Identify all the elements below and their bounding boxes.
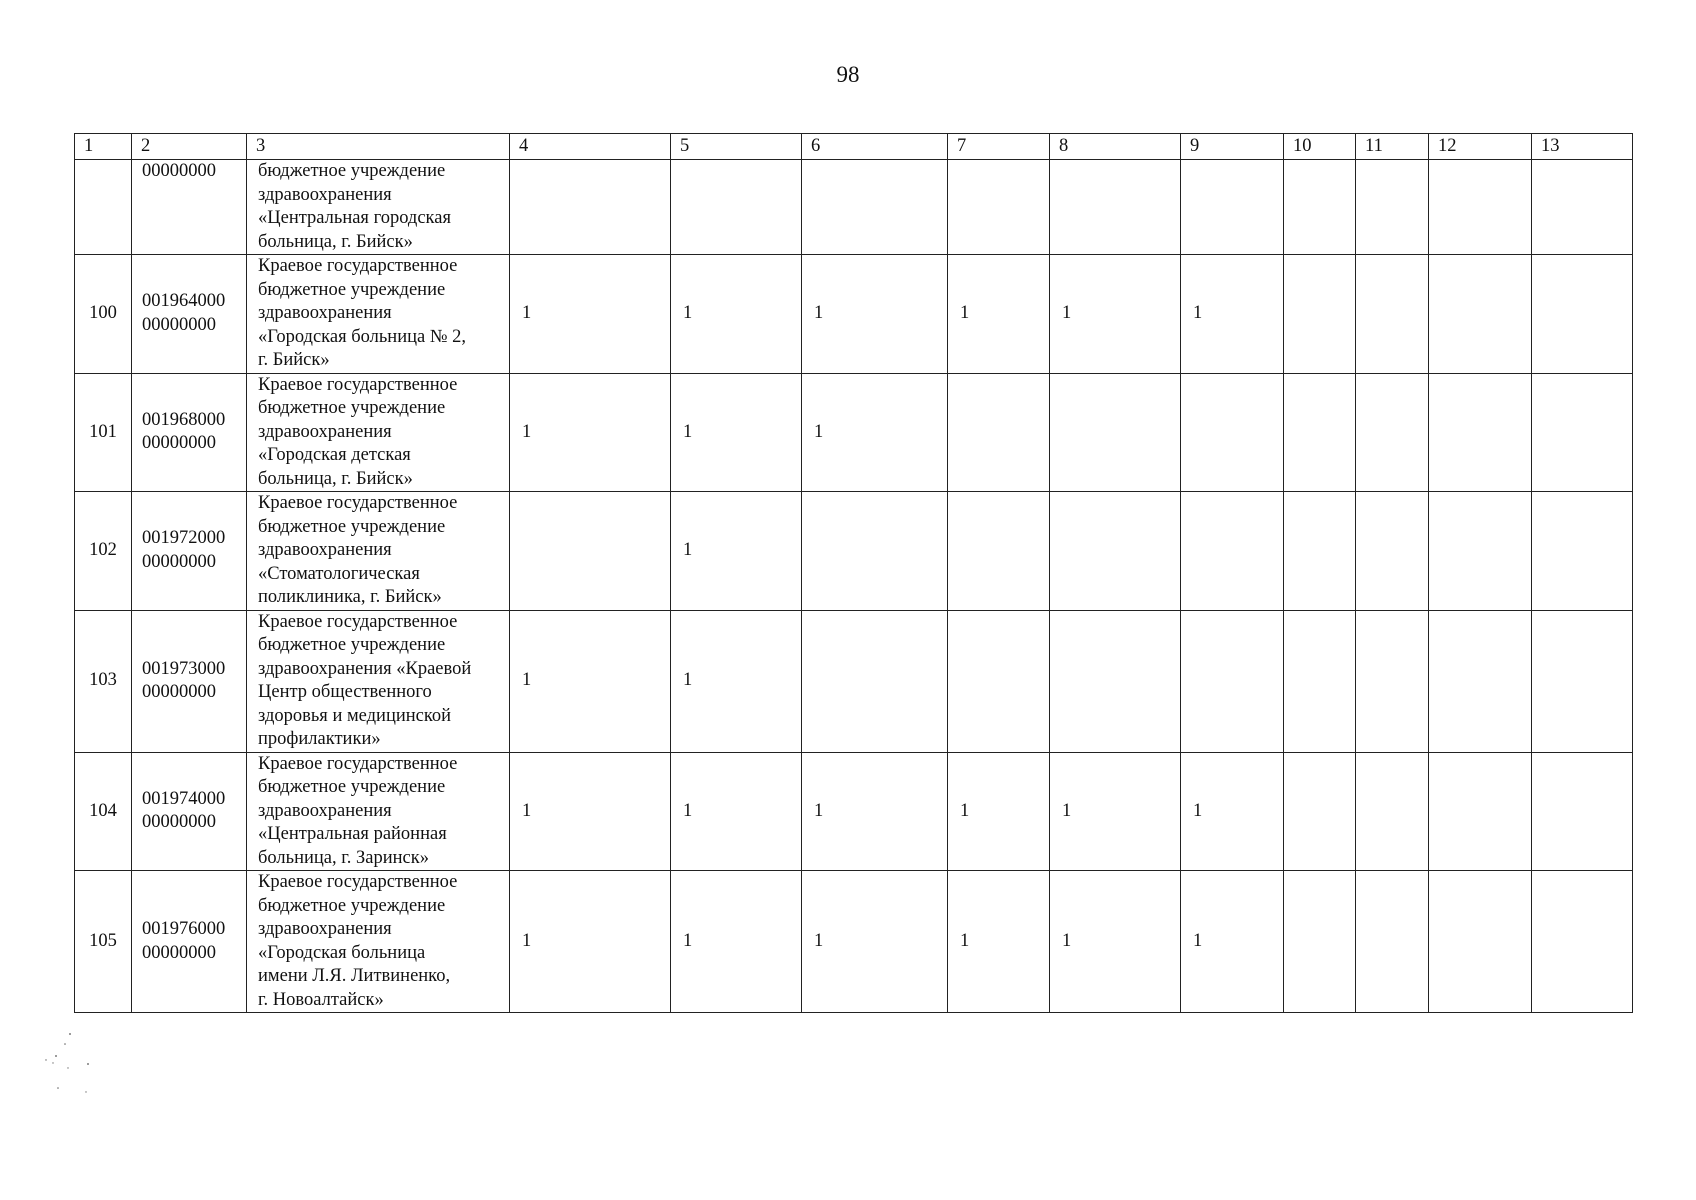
value-cell-col-8: 1 xyxy=(1050,871,1181,1013)
value-cell-col-11 xyxy=(1356,492,1429,611)
registry-code xyxy=(132,373,247,492)
value-cell-col-9 xyxy=(1181,610,1284,752)
institution-name-line: здравоохранения «Краевой xyxy=(258,658,472,679)
institution-name-line: бюджетное учреждение xyxy=(258,398,446,418)
header-cell-9: 9 xyxy=(1181,134,1284,160)
header-cell-4: 4 xyxy=(510,134,671,160)
value-cell-col-13 xyxy=(1532,255,1633,374)
header-cell-3: 3 xyxy=(247,134,510,160)
value-cell-col-8: 1 xyxy=(1050,255,1181,374)
institution-name-line: здравоохранения xyxy=(258,800,392,821)
institution-name-line: бюджетное учреждение xyxy=(258,279,446,300)
registry-code-line: 00000000 xyxy=(142,314,216,335)
value-cell-col-13 xyxy=(1532,610,1633,752)
value-cell-col-5 xyxy=(671,160,802,255)
institution-name xyxy=(247,160,510,255)
value-cell-col-4 xyxy=(510,160,671,255)
table-row xyxy=(75,373,1633,492)
value-cell-col-9: 1 xyxy=(1181,255,1284,374)
institution-name-line: больница, г. Бийск» xyxy=(258,231,413,252)
institution-name-line: больница, г. Заринск» xyxy=(258,847,429,868)
value-cell-col-9: 1 xyxy=(1181,871,1284,1013)
page-number: 98 xyxy=(836,62,860,87)
institution-name-line: Краевое государственное xyxy=(258,374,458,395)
registry-code xyxy=(132,160,247,255)
registry-code xyxy=(132,492,247,611)
registry-code xyxy=(132,610,247,752)
value-cell-col-6: 1 xyxy=(802,373,948,492)
value-cell-col-13 xyxy=(1532,160,1633,255)
institution-name-line: г. Новоалтайск» xyxy=(258,989,384,1010)
value-cell-col-13 xyxy=(1532,752,1633,871)
header-cell-13: 13 xyxy=(1532,134,1633,160)
table-row xyxy=(75,610,1633,752)
value-cell-col-8 xyxy=(1050,160,1181,255)
registry-code-line: 001968000 xyxy=(142,409,226,430)
value-cell-col-10 xyxy=(1284,871,1356,1013)
value-cell-col-12 xyxy=(1429,160,1532,255)
value-cell-col-9 xyxy=(1181,492,1284,611)
value-cell-col-10 xyxy=(1284,492,1356,611)
header-cell-6: 6 xyxy=(802,134,948,160)
institution-name-line: бюджетное учреждение xyxy=(258,516,446,537)
institution-name-line: больница, г. Бийск» xyxy=(258,468,413,489)
value-cell-col-12 xyxy=(1429,752,1532,871)
value-cell-col-4: 1 xyxy=(510,610,671,752)
value-cell-col-11 xyxy=(1356,160,1429,255)
value-cell-col-11 xyxy=(1356,871,1429,1013)
registry-code-line: 00000000 xyxy=(142,433,216,454)
row-number: 100 xyxy=(75,255,132,374)
value-cell-col-6 xyxy=(802,160,948,255)
institution-name-line: поликлиника, г. Бийск» xyxy=(258,587,442,607)
value-cell-col-5: 1 xyxy=(671,610,802,752)
institution-name-line: «Центральная районная xyxy=(258,824,447,844)
institution-name-line: «Городская больница № 2, xyxy=(258,326,466,347)
table-row xyxy=(75,871,1633,1013)
institution-name-line: Краевое государственное xyxy=(258,256,458,276)
institution-name xyxy=(247,610,510,752)
value-cell-col-11 xyxy=(1356,255,1429,374)
header-cell-10: 10 xyxy=(1284,134,1356,160)
value-cell-col-4: 1 xyxy=(510,752,671,871)
registry-code xyxy=(132,752,247,871)
institution-name-line: г. Бийск» xyxy=(258,350,330,370)
institution-name-line: бюджетное учреждение xyxy=(258,161,446,181)
table-row xyxy=(75,492,1633,611)
institution-name-line: здоровья и медицинской xyxy=(258,705,452,726)
row-number xyxy=(75,160,132,255)
row-number: 101 xyxy=(75,373,132,492)
institution-name xyxy=(247,492,510,611)
registry-code xyxy=(132,255,247,374)
table-row xyxy=(75,752,1633,871)
value-cell-col-5: 1 xyxy=(671,752,802,871)
registry-code xyxy=(132,871,247,1013)
header-cell-5: 5 xyxy=(671,134,802,160)
row-number: 102 xyxy=(75,492,132,611)
value-cell-col-10 xyxy=(1284,373,1356,492)
value-cell-col-10 xyxy=(1284,752,1356,871)
value-cell-col-10 xyxy=(1284,160,1356,255)
value-cell-col-5: 1 xyxy=(671,373,802,492)
institution-name-line: бюджетное учреждение xyxy=(258,895,446,916)
header-cell-8: 8 xyxy=(1050,134,1181,160)
institution-name-line: «Городская детская xyxy=(258,445,411,465)
institution-name xyxy=(247,871,510,1013)
scan-specks xyxy=(40,1030,100,1100)
value-cell-col-8: 1 xyxy=(1050,752,1181,871)
row-number: 104 xyxy=(75,752,132,871)
row-number: 105 xyxy=(75,871,132,1013)
value-cell-col-7 xyxy=(948,610,1050,752)
value-cell-col-6: 1 xyxy=(802,752,948,871)
value-cell-col-13 xyxy=(1532,492,1633,611)
header-cell-12: 12 xyxy=(1429,134,1532,160)
value-cell-col-11 xyxy=(1356,752,1429,871)
value-cell-col-12 xyxy=(1429,492,1532,611)
value-cell-col-9 xyxy=(1181,160,1284,255)
institution-name-line: здравоохранения xyxy=(258,303,392,323)
value-cell-col-4: 1 xyxy=(510,373,671,492)
value-cell-col-5: 1 xyxy=(671,871,802,1013)
institution-name xyxy=(247,255,510,374)
value-cell-col-7 xyxy=(948,492,1050,611)
institution-name-line: Краевое государственное xyxy=(258,872,458,892)
value-cell-col-11 xyxy=(1356,373,1429,492)
value-cell-col-7 xyxy=(948,160,1050,255)
value-cell-col-4 xyxy=(510,492,671,611)
registry-code-line: 00000000 xyxy=(142,942,216,963)
registry-code-line: 001976000 xyxy=(142,919,226,939)
institution-name-line: «Центральная городская xyxy=(258,208,451,228)
registry-code-line: 001974000 xyxy=(142,788,226,809)
institution-name xyxy=(247,373,510,492)
table-header-row xyxy=(75,134,1633,160)
table-row xyxy=(75,255,1633,374)
institution-name-line: здравоохранения xyxy=(258,421,392,442)
institution-name xyxy=(247,752,510,871)
registry-code-line: 00000000 xyxy=(142,161,216,181)
value-cell-col-12 xyxy=(1429,255,1532,374)
value-cell-col-6 xyxy=(802,492,948,611)
institution-name-line: Краевое государственное xyxy=(258,753,458,774)
value-cell-col-8 xyxy=(1050,373,1181,492)
value-cell-col-12 xyxy=(1429,610,1532,752)
value-cell-col-12 xyxy=(1429,373,1532,492)
value-cell-col-13 xyxy=(1532,871,1633,1013)
institution-name-line: «Городская больница xyxy=(258,942,426,963)
institution-name-line: здравоохранения xyxy=(258,919,392,939)
value-cell-col-6: 1 xyxy=(802,255,948,374)
institution-name-line: имени Л.Я. Литвиненко, xyxy=(258,966,451,986)
institution-name-line: Краевое государственное xyxy=(258,493,458,513)
value-cell-col-4: 1 xyxy=(510,871,671,1013)
value-cell-col-7: 1 xyxy=(948,871,1050,1013)
value-cell-col-13 xyxy=(1532,373,1633,492)
registry-code-line: 00000000 xyxy=(142,551,216,572)
institution-name-line: Центр общественного xyxy=(258,682,432,702)
value-cell-col-9 xyxy=(1181,373,1284,492)
institution-name-line: бюджетное учреждение xyxy=(258,777,446,797)
institution-name-line: бюджетное учреждение xyxy=(258,635,446,655)
registry-code-line: 00000000 xyxy=(142,812,216,833)
registry-code-line: 001964000 xyxy=(142,291,226,312)
value-cell-col-5: 1 xyxy=(671,492,802,611)
value-cell-col-8 xyxy=(1050,492,1181,611)
header-cell-2: 2 xyxy=(132,134,247,160)
value-cell-col-7 xyxy=(948,373,1050,492)
header-cell-1: 1 xyxy=(75,134,132,160)
registry-code-line: 001973000 xyxy=(142,658,226,679)
value-cell-col-9: 1 xyxy=(1181,752,1284,871)
value-cell-col-4: 1 xyxy=(510,255,671,374)
value-cell-col-12 xyxy=(1429,871,1532,1013)
data-table xyxy=(74,133,1633,1013)
value-cell-col-10 xyxy=(1284,255,1356,374)
value-cell-col-10 xyxy=(1284,610,1356,752)
value-cell-col-8 xyxy=(1050,610,1181,752)
header-cell-7: 7 xyxy=(948,134,1050,160)
value-cell-col-6: 1 xyxy=(802,871,948,1013)
institution-name-line: профилактики» xyxy=(258,729,381,749)
header-cell-11: 11 xyxy=(1356,134,1429,160)
table-row-continued xyxy=(75,160,1633,255)
institution-name-line: здравоохранения xyxy=(258,184,392,205)
value-cell-col-7: 1 xyxy=(948,752,1050,871)
value-cell-col-11 xyxy=(1356,610,1429,752)
value-cell-col-5: 1 xyxy=(671,255,802,374)
registry-code-line: 00000000 xyxy=(142,682,216,702)
value-cell-col-6 xyxy=(802,610,948,752)
value-cell-col-7: 1 xyxy=(948,255,1050,374)
institution-name-line: Краевое государственное xyxy=(258,611,458,632)
row-number: 103 xyxy=(75,610,132,752)
institution-name-line: «Стоматологическая xyxy=(258,563,420,584)
institution-name-line: здравоохранения xyxy=(258,540,392,560)
registry-code-line: 001972000 xyxy=(142,528,226,549)
